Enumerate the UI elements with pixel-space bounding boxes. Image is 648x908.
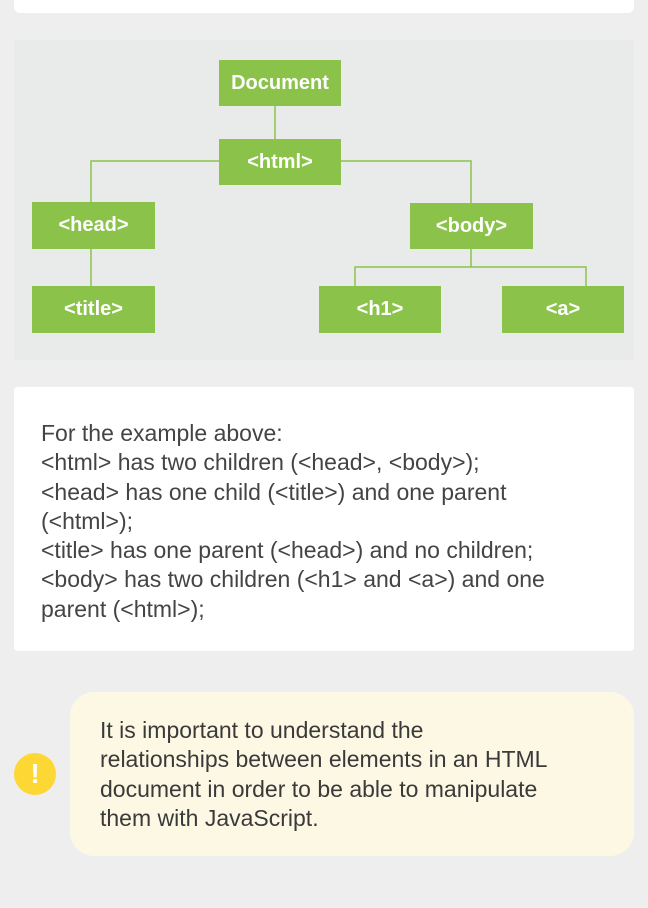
previous-content-card <box>14 0 634 13</box>
node-a: <a> <box>502 286 624 333</box>
explanation-line: <head> has one child (<title>) and one parent <box>41 478 507 505</box>
exclamation-icon: ! <box>14 753 56 795</box>
node-html: <html> <box>219 139 341 185</box>
explanation-line: <body> has two children (<h1> and <a>) and one <box>41 566 545 593</box>
connector-html-body <box>341 161 471 203</box>
explanation-line: <html> has two children (<head>, <body>); <box>41 449 480 476</box>
explanation-card <box>14 387 634 651</box>
node-document: Document <box>219 60 341 106</box>
note-line: document in order to be able to manipulate <box>100 775 538 802</box>
explanation-line: parent (<html>); <box>41 595 205 622</box>
connector-body-h1 <box>355 267 586 286</box>
node-body: <body> <box>410 203 533 249</box>
note-callout <box>70 692 634 856</box>
note-line: relationships between elements in an HTML <box>100 746 548 773</box>
explanation-line: (<html>); <box>41 507 134 534</box>
explanation-line: <title> has one parent (<head>) and no children; <box>41 537 534 564</box>
note-line: them with JavaScript. <box>100 804 319 831</box>
connector-html-head <box>91 161 219 202</box>
node-head: <head> <box>32 202 155 249</box>
node-title: <title> <box>32 286 155 333</box>
node-h1: <h1> <box>319 286 441 333</box>
note-line: It is important to understand the <box>100 717 424 743</box>
dom-tree-diagram <box>14 40 634 360</box>
explanation-line: For the example above: <box>41 420 283 446</box>
